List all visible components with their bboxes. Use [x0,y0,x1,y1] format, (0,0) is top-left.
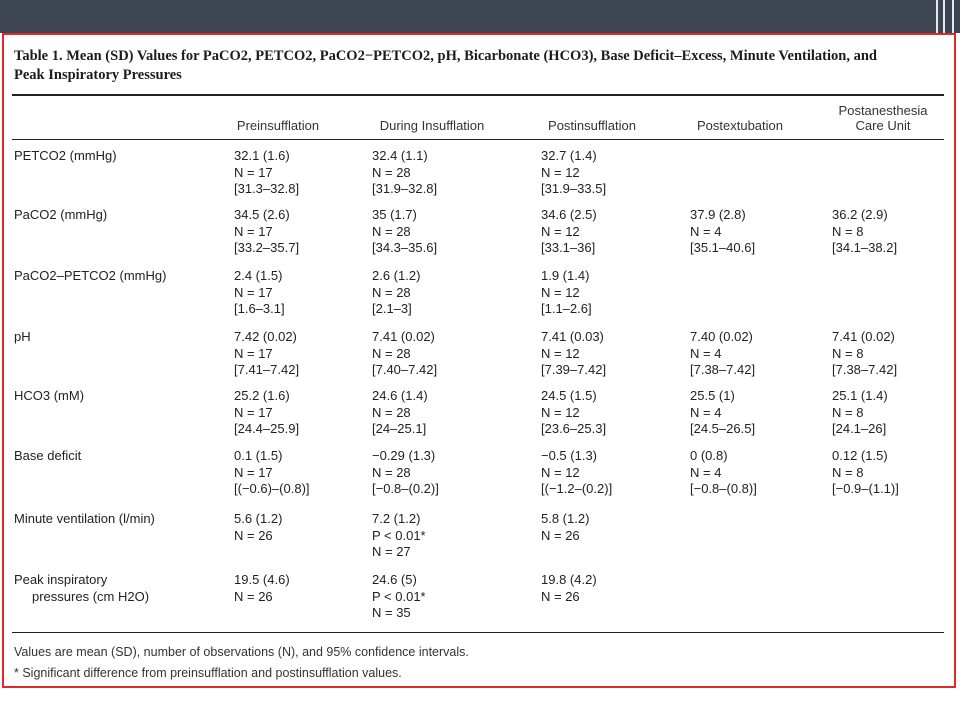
cell-line: [1.6–3.1] [234,301,285,316]
table-cell [234,511,282,544]
row-label-text: Base deficit [14,448,82,463]
cell-line: [7.38–7.42] [690,362,756,377]
cell-line: N = 26 [541,527,580,543]
cell-line: N = 17 [234,164,273,180]
cell-line: −0.29 (1.3) [372,448,436,463]
cell-line: [33.2–35.7] [234,240,300,255]
cell-line: [31.9–33.5] [541,181,607,196]
table-cell [372,329,437,379]
cell-line: 34.5 (2.6) [234,207,290,222]
cell-line: N = 8 [832,223,864,239]
column-header [517,118,667,133]
cell-line: N = 26 [541,588,580,604]
table-cell [541,572,597,605]
cell-line: [24.5–26.5] [690,421,756,436]
cell-line: 7.41 (0.02) [832,329,895,344]
cell-line: [−0.8–(0.2)] [372,481,439,496]
cell-line: N = 8 [832,464,864,480]
cell-line: 2.4 (1.5) [234,268,283,283]
footnote-significance: * Significant difference from preinsufflation and postinsufflation values. [14,666,402,680]
cell-line: 0.1 (1.5) [234,448,283,463]
cell-line: N = 8 [832,404,864,420]
table-cell [832,329,897,379]
cell-line: P < 0.01* [372,588,426,604]
cell-line: 7.42 (0.02) [234,329,297,344]
table-title-line2: Peak Inspiratory Pressures [14,67,182,83]
cell-line: N = 12 [541,223,580,239]
cell-line: [7.39–7.42] [541,362,607,377]
cell-line: [24–25.1] [372,421,427,436]
table-cell [690,388,755,438]
cell-line: 24.6 (1.4) [372,388,428,403]
table-cell [541,511,589,544]
cell-line: 19.5 (4.6) [234,572,290,587]
cell-line: 37.9 (2.8) [690,207,746,222]
row-label [14,329,31,346]
cell-line: 1.9 (1.4) [541,268,590,283]
cell-line: 25.1 (1.4) [832,388,888,403]
table-cell [541,448,612,498]
table-cell [541,268,592,318]
cell-line: [(−0.6)–(0.8)] [234,481,310,496]
cell-line: [31.3–32.8] [234,181,300,196]
table-cell [541,329,606,379]
cell-line: 7.40 (0.02) [690,329,753,344]
cell-line: N = 17 [234,464,273,480]
cell-line: [1.1–2.6] [541,301,592,316]
cell-line: N = 26 [234,527,273,543]
column-header-line: Postinsufflation [548,118,636,133]
table-cell [234,388,299,438]
cell-line: 5.8 (1.2) [541,511,590,526]
row-label [14,148,117,165]
row-label [14,572,149,605]
cell-line: 32.4 (1.1) [372,148,428,163]
cell-line: N = 12 [541,164,580,180]
cell-line: −0.5 (1.3) [541,448,598,463]
table-cell [234,329,299,379]
row-label-text: PETCO2 (mmHg) [14,148,117,163]
table-cell [234,448,310,498]
cell-line: N = 12 [541,345,580,361]
cell-line: N = 28 [372,164,411,180]
cell-line: N = 28 [372,284,411,300]
footnote-values: Values are mean (SD), number of observations (N), and 95% confidence intervals. [14,645,469,659]
cell-line: 7.41 (0.03) [541,329,604,344]
cell-line: [23.6–25.3] [541,421,607,436]
cell-line: N = 28 [372,404,411,420]
row-label [14,268,166,285]
row-label-text: Minute ventilation (l/min) [14,511,155,526]
cell-line: N = 4 [690,464,722,480]
table-cell [372,511,426,561]
cell-line: 0 (0.8) [690,448,728,463]
cell-line: [−0.9–(1.1)] [832,481,899,496]
table-title-line1: Table 1. Mean (SD) Values for PaCO2, PETCO2, PaCO2−PETCO2, pH, Bicarbonate (HCO3), Base Deficit–Excess, Minute Ventilation, and [14,48,877,64]
cell-line: [33.1–36] [541,240,596,255]
cell-line: [7.38–7.42] [832,362,898,377]
slide-frame [2,33,956,688]
cell-line: N = 17 [234,223,273,239]
table-cell [372,268,420,318]
cell-line: N = 17 [234,345,273,361]
table-cell [372,448,439,498]
cell-line: N = 8 [832,345,864,361]
row-label-text: HCO3 (mM) [14,388,85,403]
table-cell [541,148,606,198]
cell-line: [7.40–7.42] [372,362,438,377]
cell-line: N = 28 [372,223,411,239]
column-header [665,118,815,133]
table-header-rule [12,139,944,140]
table-cell [234,207,299,257]
cell-line: 7.41 (0.02) [372,329,435,344]
table-cell [234,148,299,198]
cell-line: N = 4 [690,223,722,239]
row-label [14,511,155,528]
cell-line: N = 12 [541,464,580,480]
corner-decoration [936,0,954,33]
row-label [14,448,81,465]
row-label [14,388,84,405]
cell-line: 32.7 (1.4) [541,148,597,163]
table-cell [372,388,428,438]
cell-line: [7.41–7.42] [234,362,300,377]
table-cell [690,329,755,379]
table-cell [690,448,757,498]
table-cell [541,388,606,438]
row-label-text: pH [14,329,31,344]
row-label-text-line2: pressures (cm H2O) [32,588,150,604]
row-label-text: Peak inspiratory [14,572,108,587]
cell-line: [(−1.2–(0.2)] [541,481,613,496]
cell-line: [31.9–32.8] [372,181,438,196]
table-cell [832,388,888,438]
table-cell [234,572,290,605]
cell-line: [34.3–35.6] [372,240,438,255]
cell-line: N = 35 [372,605,411,620]
table-title [14,47,944,85]
cell-line: [2.1–3] [372,301,412,316]
column-header [808,103,958,133]
cell-line: N = 17 [234,284,273,300]
cell-line: 0.12 (1.5) [832,448,888,463]
table-cell [372,572,426,622]
cell-line: N = 4 [690,404,722,420]
cell-line: 35 (1.7) [372,207,417,222]
cell-line: 32.1 (1.6) [234,148,290,163]
table-cell [372,148,437,198]
row-label-text: PaCO2–PETCO2 (mmHg) [14,268,167,283]
table-bottom-rule [12,632,944,633]
column-header [203,118,353,133]
column-header-line: Preinsufflation [236,118,320,133]
cell-line: 25.5 (1) [690,388,735,403]
cell-line: N = 17 [234,404,273,420]
row-label [14,207,107,224]
column-header-line: Postextubation [696,118,783,133]
cell-line: [34.1–38.2] [832,240,898,255]
table-cell [690,207,755,257]
column-header [357,118,507,133]
cell-line: 25.2 (1.6) [234,388,290,403]
cell-line: 36.2 (2.9) [832,207,888,222]
table-footnotes [14,642,469,684]
row-label-text: PaCO2 (mmHg) [14,207,108,222]
column-header-line: During Insufflation [379,118,485,133]
cell-line: N = 26 [234,588,273,604]
table-cell [832,448,899,498]
cell-line: N = 12 [541,284,580,300]
cell-line: 24.6 (5) [372,572,417,587]
cell-line: 34.6 (2.5) [541,207,597,222]
cell-line: [35.1–40.6] [690,240,756,255]
table-top-rule [12,94,944,96]
cell-line: [24.4–25.9] [234,421,300,436]
cell-line: N = 28 [372,345,411,361]
cell-line: 24.5 (1.5) [541,388,597,403]
cell-line: 7.2 (1.2) [372,511,421,526]
table-cell [832,207,897,257]
table-cell [372,207,437,257]
cell-line: N = 27 [372,544,411,559]
column-header-line: Care Unit [855,118,911,133]
cell-line: [−0.8–(0.8)] [690,481,757,496]
table-cell [234,268,285,318]
top-bar [0,0,960,33]
cell-line: N = 4 [690,345,722,361]
cell-line: N = 12 [541,404,580,420]
cell-line: [24.1–26] [832,421,887,436]
cell-line: N = 28 [372,464,411,480]
cell-line: 2.6 (1.2) [372,268,421,283]
column-header-line: Postanesthesia [838,103,928,118]
cell-line: P < 0.01* [372,527,426,543]
cell-line: 5.6 (1.2) [234,511,283,526]
cell-line: 19.8 (4.2) [541,572,597,587]
table-cell [541,207,597,257]
